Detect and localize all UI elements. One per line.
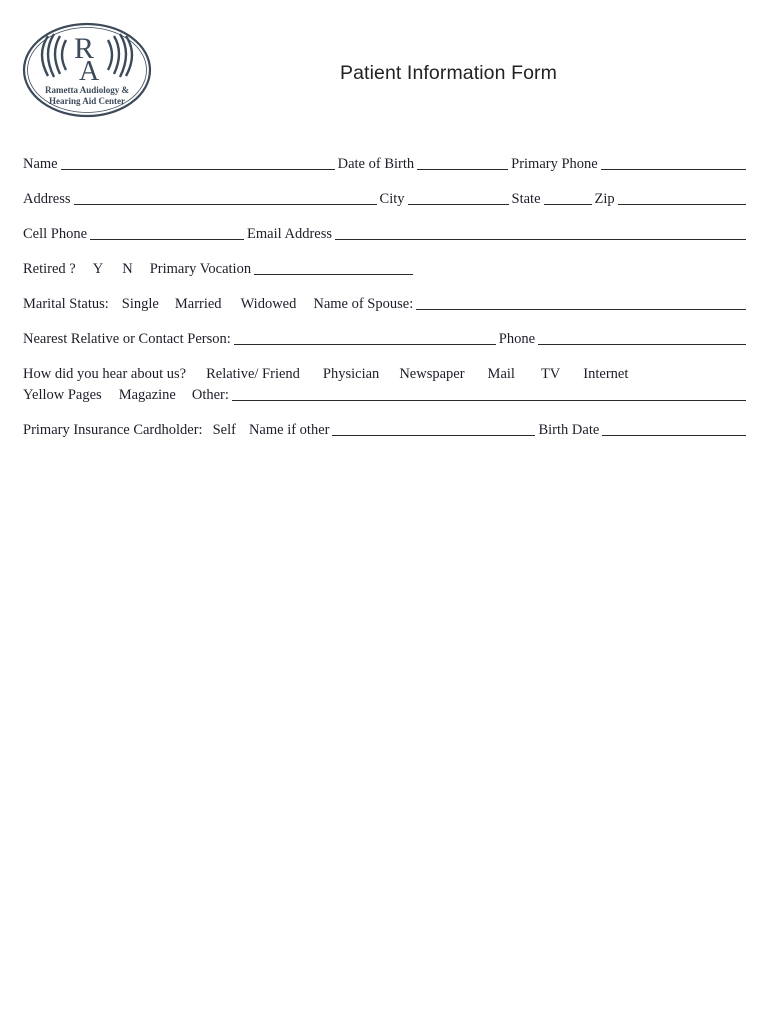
nearest-relative-label: Nearest Relative or Contact Person: bbox=[23, 331, 231, 347]
name-if-other-field[interactable] bbox=[332, 435, 535, 436]
name-field[interactable] bbox=[61, 169, 335, 170]
hear-newspaper-option[interactable]: Newspaper bbox=[399, 366, 465, 382]
nearest-relative-field[interactable] bbox=[234, 344, 496, 345]
row-nearest-relative bbox=[23, 326, 746, 348]
marital-single-option[interactable]: Single bbox=[121, 296, 159, 312]
hear-other-field[interactable] bbox=[232, 400, 746, 401]
row-address bbox=[23, 186, 746, 208]
city-field[interactable] bbox=[408, 204, 509, 205]
name-of-spouse-label: Name of Spouse: bbox=[313, 296, 414, 312]
email-address-field[interactable] bbox=[335, 239, 746, 240]
row-name bbox=[23, 151, 746, 173]
row-retired bbox=[23, 256, 746, 278]
hear-physician-option[interactable]: Physician bbox=[322, 366, 380, 382]
page-title: Patient Information Form bbox=[340, 62, 557, 84]
address-field[interactable] bbox=[74, 204, 377, 205]
date-of-birth-field[interactable] bbox=[417, 169, 508, 170]
logo-letter-r: R bbox=[74, 32, 95, 65]
birth-date-field[interactable] bbox=[602, 435, 746, 436]
hear-yellow-pages-option[interactable]: Yellow Pages bbox=[23, 387, 102, 403]
name-label: Name bbox=[23, 156, 58, 172]
marital-status-label: Marital Status: bbox=[23, 296, 109, 312]
primary-insurance-label: Primary Insurance Cardholder: bbox=[23, 422, 203, 438]
logo-text-line2: Hearing Aid Center bbox=[49, 96, 125, 106]
logo-text-line1: Rametta Audiology & bbox=[45, 85, 129, 95]
primary-phone-field[interactable] bbox=[601, 169, 746, 170]
row-primary-insurance bbox=[23, 417, 746, 439]
row-how-hear bbox=[23, 361, 746, 383]
city-label: City bbox=[379, 191, 405, 207]
zip-label: Zip bbox=[594, 191, 615, 207]
hear-relative-option[interactable]: Relative/ Friend bbox=[206, 366, 300, 382]
retired-no-option[interactable]: N bbox=[122, 261, 133, 277]
marital-married-option[interactable]: Married bbox=[174, 296, 222, 312]
row-marital-status bbox=[23, 291, 746, 313]
rametta-audiology-logo bbox=[22, 22, 152, 118]
primary-phone-label: Primary Phone bbox=[511, 156, 598, 172]
name-of-spouse-field[interactable] bbox=[416, 309, 746, 310]
hear-magazine-option[interactable]: Magazine bbox=[118, 387, 176, 403]
state-label: State bbox=[511, 191, 541, 207]
row-contact bbox=[23, 221, 746, 243]
hear-tv-option[interactable]: TV bbox=[540, 366, 561, 382]
cell-phone-field[interactable] bbox=[90, 239, 244, 240]
retired-label: Retired ? bbox=[23, 261, 76, 277]
hear-mail-option[interactable]: Mail bbox=[487, 366, 515, 382]
logo-letter-a: A bbox=[79, 56, 100, 87]
marital-widowed-option[interactable]: Widowed bbox=[240, 296, 297, 312]
hear-other-label: Other: bbox=[191, 387, 229, 403]
date-of-birth-label: Date of Birth bbox=[337, 156, 415, 172]
birth-date-label: Birth Date bbox=[538, 422, 600, 438]
primary-vocation-field[interactable] bbox=[254, 274, 413, 275]
retired-yes-option[interactable]: Y bbox=[92, 261, 104, 277]
hear-internet-option[interactable]: Internet bbox=[583, 366, 629, 382]
name-if-other-label: Name if other bbox=[248, 422, 330, 438]
state-field[interactable] bbox=[544, 204, 592, 205]
address-label: Address bbox=[23, 191, 71, 207]
insurance-self-option[interactable]: Self bbox=[212, 422, 236, 438]
phone-label: Phone bbox=[498, 331, 536, 347]
zip-field[interactable] bbox=[618, 204, 746, 205]
how-hear-label: How did you hear about us? bbox=[23, 366, 187, 382]
cell-phone-label: Cell Phone bbox=[23, 226, 88, 242]
primary-vocation-label: Primary Vocation bbox=[149, 261, 252, 277]
email-address-label: Email Address bbox=[247, 226, 333, 242]
phone-field[interactable] bbox=[538, 344, 746, 345]
row-how-hear-continued bbox=[23, 382, 746, 404]
